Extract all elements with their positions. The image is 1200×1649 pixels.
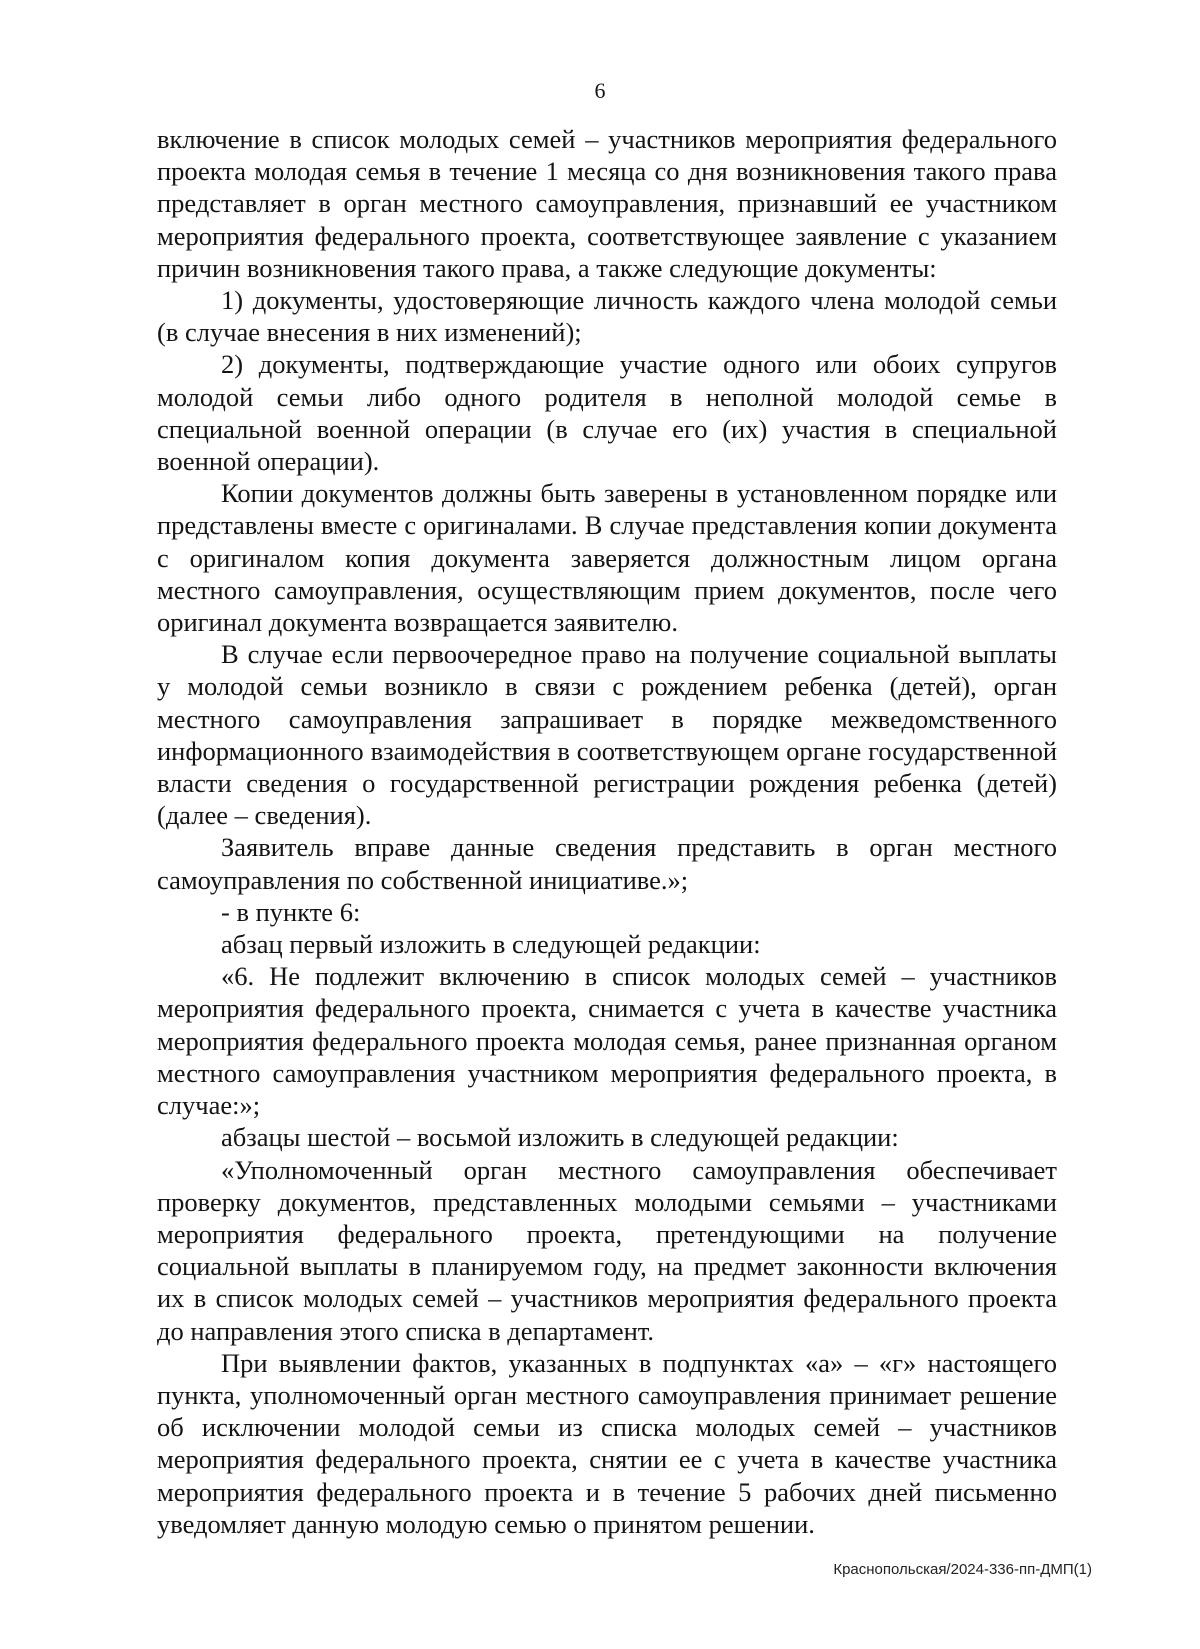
document-body [157, 123, 1057, 1540]
paragraph-six-to-eight-edit: абзацы шестой – восьмой изложить в следующей редакции: [221, 1122, 899, 1153]
paragraph-priority-right: В случае если первоочередное право на получение социальной выплаты у молодой семьи возникло в связи с рождением ребенка (детей), орган местного самоуправления запрашивает в порядке межведомственного информационного взаимодействия в соответствующем органе государственной власти сведения о государственной регистрации рождения ребенка (детей) (далее – сведения). [157, 639, 1057, 831]
paragraph-first-para-edit: абзац первый изложить в следующей редакции: [221, 929, 761, 960]
page-number: 6 [594, 78, 606, 103]
paragraph-point-6: - в пункте 6: [221, 896, 361, 927]
paragraph-exclusion: При выявлении фактов, указанных в подпунктах «а» – «г» настоящего пункта, уполномоченный орган местного самоуправления принимает решение об исключении молодой семьи из списка молодых семей – участников мероприятия федерального проекта, снятии ее с учета в качестве участника мероприятия федерального проекта и в течение 5 рабочих дней письменно уведомляет данную молодую семью о принятом решении. [157, 1347, 1057, 1539]
paragraph-point-6-text: «6. Не подлежит включению в список молодых семей – участников мероприятия федерального проекта, снимается с учета в качестве участника мероприятия федерального проекта молодая семья, ранее признанная органом местного самоуправления участником мероприятия федерального проекта, в случае:»; [157, 961, 1057, 1121]
paragraph-authorized-body: «Уполномоченный орган местного самоуправления обеспечивает проверку документов, представленных молодыми семьями – участниками мероприятия федерального проекта, претендующими на получение социальной выплаты в планируемом году, на предмет законности включения их в список молодых семей – участников мероприятия федерального проекта до направления этого списка в департамент. [157, 1154, 1057, 1346]
paragraph-list-item-1: 1) документы, удостоверяющие личность каждого члена молодой семьи (в случае внесения в них изменений); [157, 285, 1057, 348]
paragraph-copies: Копии документов должны быть заверены в установленном порядке или представлены вместе с оригиналами. В случае представления копии документа с оригиналом копия документа заверяется должностным лицом органа местного самоуправления, осуществляющим прием документов, после чего оригинал документа возвращается заявителю. [157, 478, 1057, 638]
paragraph-list-item-2: 2) документы, подтверждающие участие одного или обоих супругов молодой семьи либо одного родителя в неполной молодой семье в специальной военной операции (в случае его (их) участия в специальной военной операции). [157, 349, 1057, 477]
paragraph-applicant-right: Заявитель вправе данные сведения представить в орган местного самоуправления по собственной инициативе.»; [157, 832, 1057, 895]
paragraph-continuation: включение в список молодых семей – участников мероприятия федерального проекта молодая семья в течение 1 месяца со дня возникновения такого права представляет в орган местного самоуправления, признавший ее участником мероприятия федерального проекта, соответствующее заявление с указанием причин возникновения такого права, а также следующие документы: [157, 124, 1057, 283]
document-reference: Краснопольская/2024-336-пп-ДМП(1) [833, 1561, 1092, 1578]
